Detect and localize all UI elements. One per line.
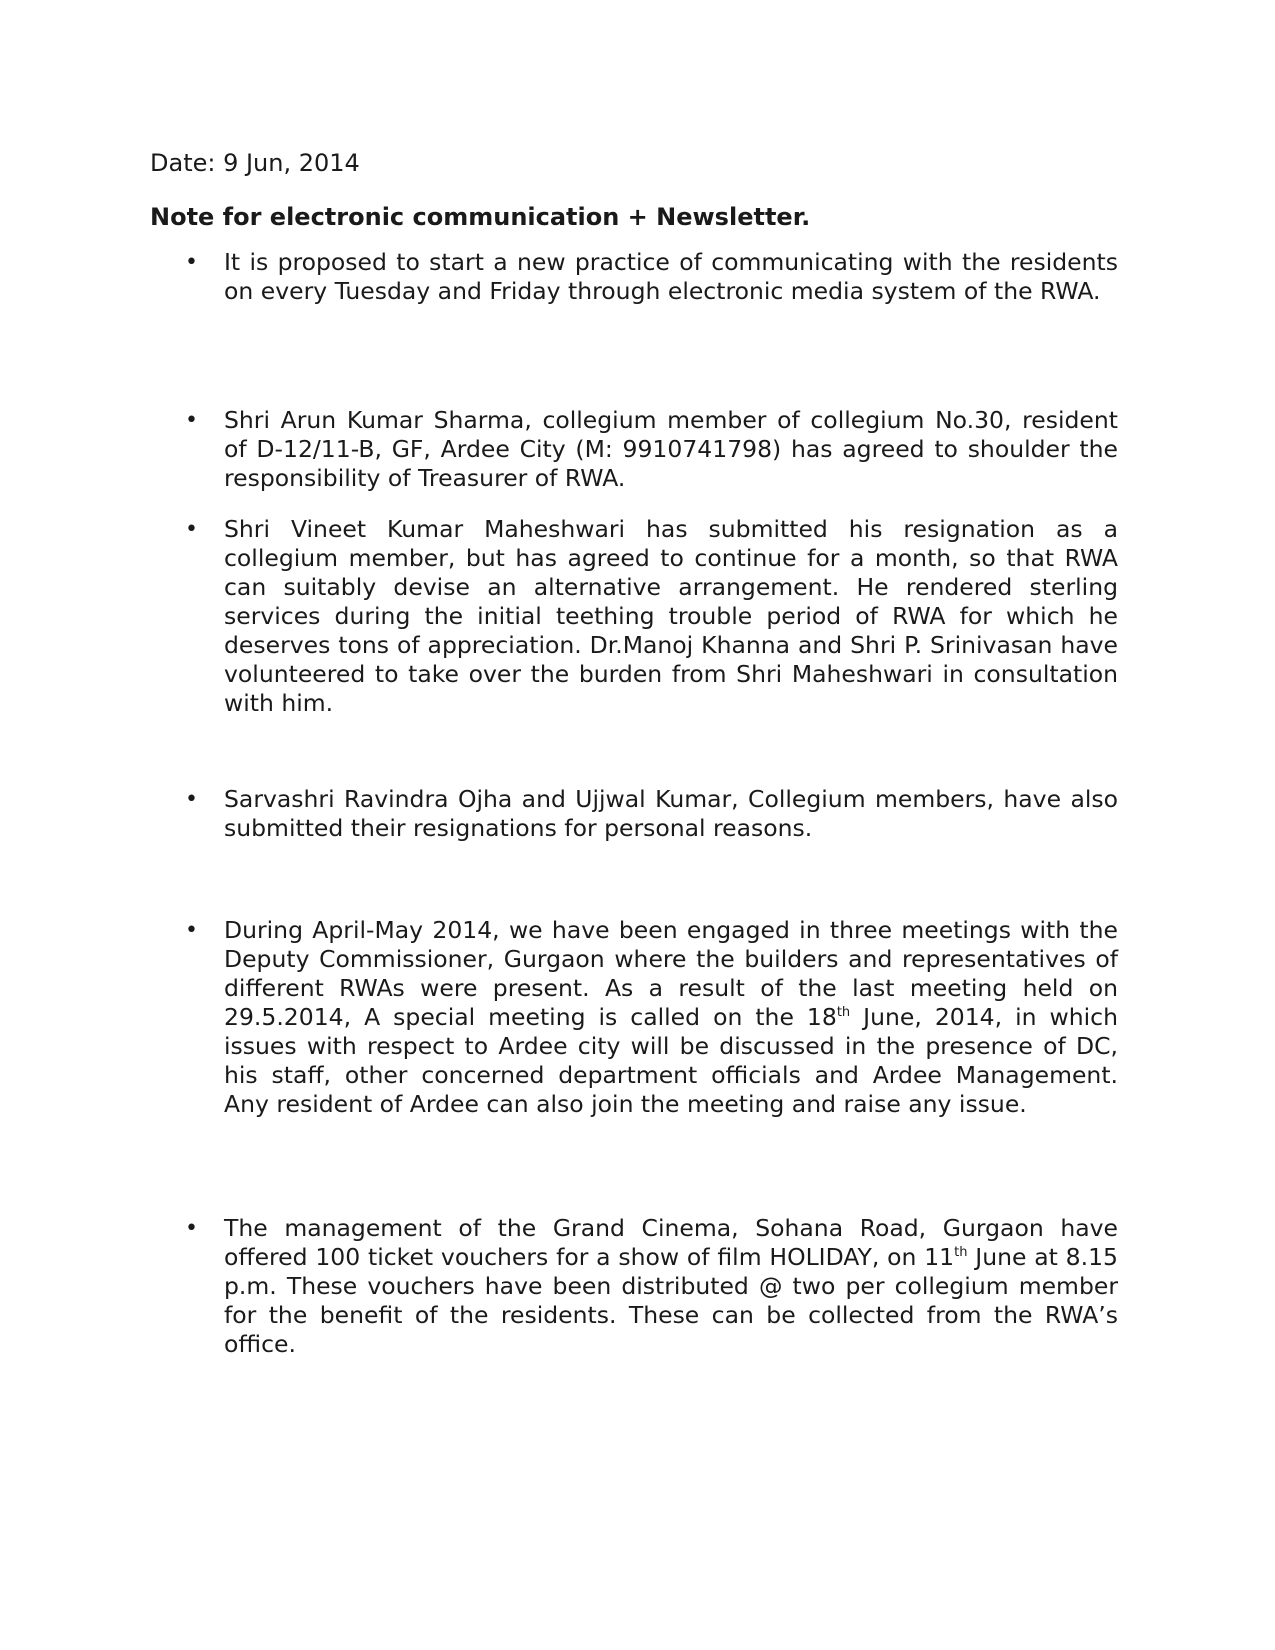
list-item-text: Shri Vineet Kumar Maheshwari has submitted his resignation as a collegium member, but has agreed to continue for a month, so that RWA can suitably devise an alternative arrangement. He rendered sterling services during the initial teething trouble period of RWA for which he deserves tons of appreciation. Dr.Manoj Khanna and Shri P. Srinivasan have volunteered to take over the burden from Shri Maheshwari in consultation with him. — [224, 515, 1118, 717]
list-item-text: The management of the Grand Cinema, Sohana Road, Gurgaon have offered 100 ticket vouchers for a show of film HOLIDAY, on 11 — [224, 1214, 1118, 1271]
list-item-text: Sarvashri Ravindra Ojha and Ujjwal Kumar, Collegium members, have also submitted their resignations for personal reasons. — [224, 785, 1118, 842]
list-item — [224, 248, 1118, 306]
bullet-marker: • — [185, 517, 198, 542]
list-item — [224, 406, 1118, 493]
bullet-marker: • — [185, 918, 198, 943]
list-item — [224, 785, 1118, 843]
bullet-marker: • — [185, 250, 198, 275]
document-date: Date: 9 Jun, 2014 — [150, 149, 360, 177]
document-title: Note for electronic communication + Newsletter. — [150, 203, 811, 231]
ordinal-superscript: th — [836, 1005, 851, 1021]
ordinal-superscript: th — [954, 1245, 968, 1261]
list-item-text: Shri Arun Kumar Sharma, collegium member of collegium No.30, resident of D-12/11-B, GF, Ardee City (M: 9910741798) has agreed to shoulder the responsibility of Treasurer of RWA. — [224, 406, 1118, 492]
bullet-marker: • — [185, 1216, 198, 1241]
list-item-text: June at 8.15 p.m. These vouchers have been distributed @ two per collegium member for the benefit of the residents. These can be collected from the RWA’s office. — [224, 1243, 1119, 1358]
list-item-text: During April-May 2014, we have been engaged in three meetings with the Deputy Commissioner, Gurgaon where the builders and representatives of different RWAs were present. As a result of the last meeting held on 29.5.2014, A special meeting is called on the 18 — [224, 916, 1118, 1031]
list-item — [224, 916, 1118, 1119]
bullet-marker: • — [185, 787, 198, 812]
list-item-text: It is proposed to start a new practice of communicating with the residents on every Tuesday and Friday through electronic media system of the RWA. — [224, 248, 1118, 305]
bullet-marker: • — [185, 408, 198, 433]
list-item — [224, 1214, 1118, 1359]
list-item-text: June, 2014, in which issues with respect to Ardee city will be discussed in the presence of DC, his staff, other concerned department officials and Ardee Management. Any resident of Ardee can also join the meeting and raise any issue. — [224, 1003, 1118, 1118]
list-item — [224, 515, 1118, 718]
